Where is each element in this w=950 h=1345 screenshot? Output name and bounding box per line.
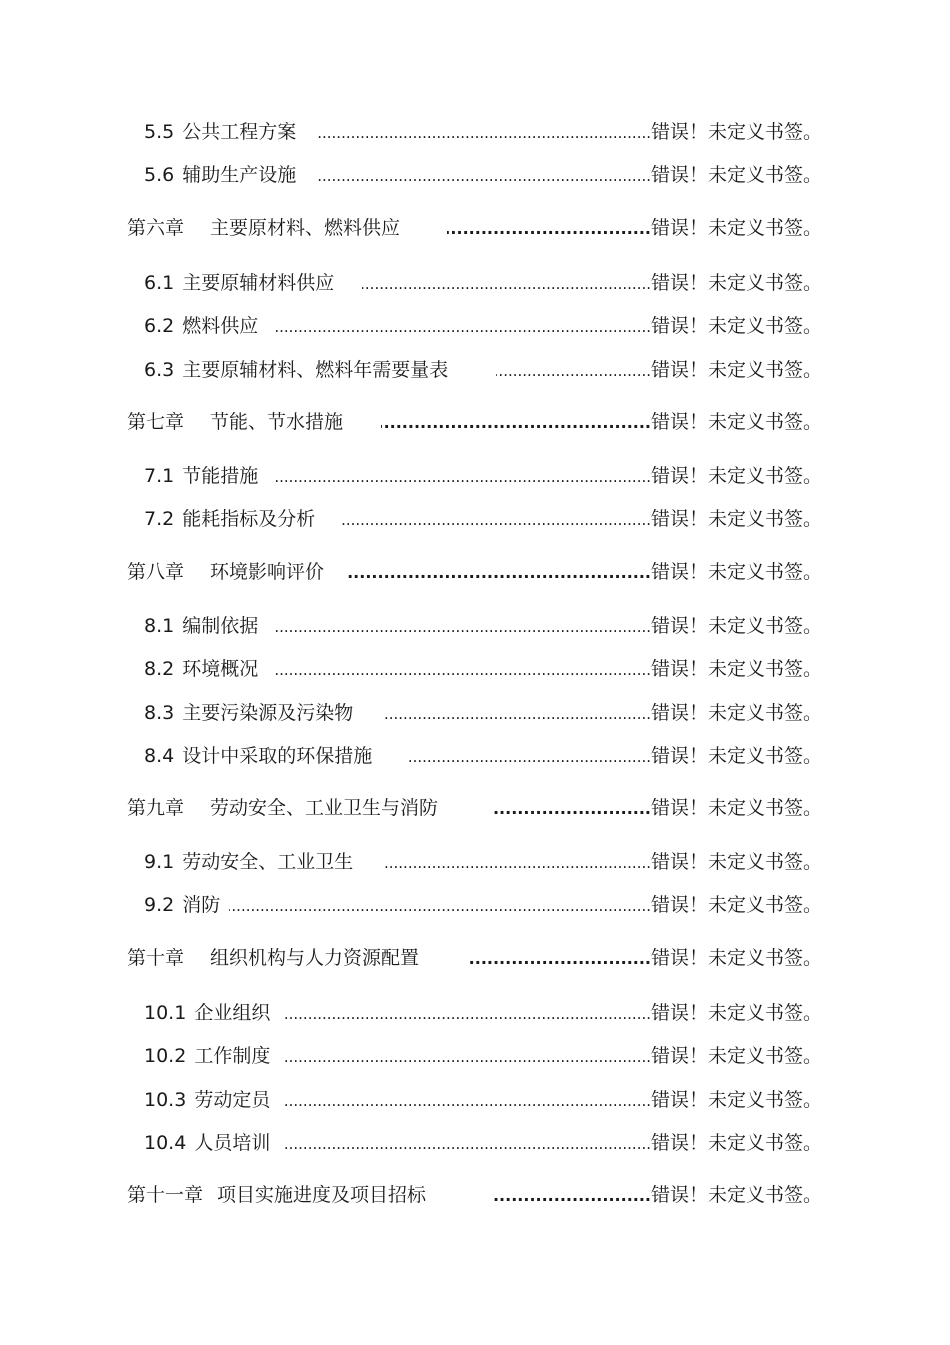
toc-entry-title: 辅助生产设施: [182, 164, 297, 186]
toc-entry-number: 7.1: [144, 465, 175, 487]
toc-page-reference: 错误！未定义书签。: [651, 411, 823, 433]
toc-entry-label: [144, 1041, 270, 1071]
toc-chapter-row[interactable]: [0, 943, 950, 973]
toc-dot-leader: [285, 998, 651, 1028]
toc-section-row[interactable]: [0, 654, 950, 684]
toc-entry-title: 环境概况: [182, 658, 259, 680]
toc-entry-number: 6.1: [144, 272, 175, 294]
toc-entry-title: 劳动安全、工业卫生与消防: [210, 797, 439, 819]
toc-page-reference: 错误！未定义书签。: [651, 217, 823, 239]
toc-entry-label: [144, 847, 353, 877]
toc-entry-number: 8.1: [144, 615, 175, 637]
toc-entry-number: 10.3: [144, 1089, 187, 1111]
toc-entry-label: [144, 698, 353, 728]
toc-page-reference: 错误！未定义书签。: [651, 851, 823, 873]
toc-page-reference: 错误！未定义书签。: [651, 745, 823, 767]
toc-entry-number: 第八章: [127, 561, 185, 583]
toc-entry-label: [127, 407, 343, 437]
toc-page-reference: 错误！未定义书签。: [651, 315, 823, 337]
toc-chapter-row[interactable]: [0, 1180, 950, 1210]
toc-entry-title: 企业组织: [194, 1002, 271, 1024]
toc-entry-label: [144, 741, 372, 771]
toc-dot-leader: [285, 1041, 651, 1071]
toc-dot-leader: [317, 117, 651, 147]
toc-page-reference: 错误！未定义书签。: [651, 658, 823, 680]
toc-dot-leader: [381, 407, 651, 437]
toc-section-row[interactable]: [0, 698, 950, 728]
toc-dot-leader: [494, 1180, 651, 1210]
toc-dot-leader: [273, 654, 651, 684]
toc-page-reference: 错误！未定义书签。: [651, 947, 823, 969]
toc-entry-title: 公共工程方案: [182, 121, 297, 143]
toc-page-reference: 错误！未定义书签。: [651, 1045, 823, 1067]
toc-dot-leader: [317, 160, 651, 190]
toc-page-reference: 错误！未定义书签。: [651, 1002, 823, 1024]
toc-page-reference: 错误！未定义书签。: [651, 1132, 823, 1154]
toc-entry-number: 6.3: [144, 359, 175, 381]
toc-page-reference: 错误！未定义书签。: [651, 894, 823, 916]
toc-entry-number: 第十章: [127, 947, 185, 969]
toc-dot-leader: [285, 1085, 651, 1115]
toc-entry-label: [144, 355, 448, 385]
toc-entry-title: 工作制度: [194, 1045, 271, 1067]
toc-dot-leader: [408, 741, 651, 771]
toc-entry-label: [144, 504, 315, 534]
toc-entry-label: [127, 793, 438, 823]
toc-entry-number: 9.2: [144, 894, 175, 916]
toc-entry-number: 8.2: [144, 658, 175, 680]
toc-section-row[interactable]: [0, 741, 950, 771]
toc-section-row[interactable]: [0, 160, 950, 190]
toc-dot-leader: [340, 504, 651, 534]
toc-entry-title: 节能、节水措施: [210, 411, 344, 433]
toc-entry-number: 10.1: [144, 1002, 187, 1024]
toc-entry-label: [144, 890, 220, 920]
toc-dot-leader: [229, 890, 651, 920]
toc-chapter-row[interactable]: [0, 793, 950, 823]
toc-entry-title: 项目实施进度及项目招标: [217, 1184, 427, 1206]
toc-entry-number: 8.3: [144, 702, 175, 724]
toc-entry-title: 劳动定员: [194, 1089, 271, 1111]
toc-section-row[interactable]: [0, 847, 950, 877]
toc-entry-title: 编制依据: [182, 615, 259, 637]
toc-entry-title: 设计中采取的环保措施: [182, 745, 373, 767]
toc-entry-number: 10.2: [144, 1045, 187, 1067]
toc-section-row[interactable]: [0, 611, 950, 641]
toc-entry-label: [144, 160, 296, 190]
toc-entry-number: 5.6: [144, 164, 175, 186]
toc-dot-leader: [385, 698, 651, 728]
toc-dot-leader: [447, 213, 651, 243]
toc-section-row[interactable]: [0, 268, 950, 298]
toc-entry-title: 消防: [182, 894, 221, 916]
toc-dot-leader: [496, 355, 651, 385]
toc-chapter-row[interactable]: [0, 213, 950, 243]
toc-chapter-row[interactable]: [0, 557, 950, 587]
toc-entry-label: [144, 998, 270, 1028]
toc-dot-leader: [469, 943, 651, 973]
toc-entry-title: 主要污染源及污染物: [182, 702, 354, 724]
toc-section-row[interactable]: [0, 461, 950, 491]
toc-page-reference: 错误！未定义书签。: [651, 164, 823, 186]
toc-entry-label: [127, 943, 419, 973]
toc-dot-leader: [346, 557, 651, 587]
toc-entry-number: 第九章: [127, 797, 185, 819]
toc-section-row[interactable]: [0, 1128, 950, 1158]
toc-section-row[interactable]: [0, 998, 950, 1028]
toc-dot-leader: [273, 611, 651, 641]
toc-entry-title: 主要原辅材料、燃料年需要量表: [182, 359, 449, 381]
toc-entry-label: [144, 268, 334, 298]
toc-section-row[interactable]: [0, 504, 950, 534]
toc-section-row[interactable]: [0, 1085, 950, 1115]
toc-entry-label: [127, 557, 324, 587]
toc-page-reference: 错误！未定义书签。: [651, 1089, 823, 1111]
toc-dot-leader: [273, 311, 651, 341]
toc-entry-label: [144, 1085, 270, 1115]
toc-entry-title: 主要原辅材料供应: [182, 272, 335, 294]
toc-section-row[interactable]: [0, 117, 950, 147]
toc-entry-label: [144, 311, 258, 341]
toc-dot-leader: [494, 793, 651, 823]
toc-entry-label: [144, 117, 296, 147]
toc-entry-title: 燃料供应: [182, 315, 259, 337]
toc-section-row[interactable]: [0, 355, 950, 385]
toc-page-reference: 错误！未定义书签。: [651, 465, 823, 487]
toc-page-reference: 错误！未定义书签。: [651, 615, 823, 637]
toc-entry-number: 5.5: [144, 121, 175, 143]
toc-entry-title: 劳动安全、工业卫生: [182, 851, 354, 873]
toc-entry-label: [144, 1128, 270, 1158]
toc-entry-title: 人员培训: [194, 1132, 271, 1154]
toc-section-row[interactable]: [0, 311, 950, 341]
toc-page-reference: 错误！未定义书签。: [651, 702, 823, 724]
toc-entry-title: 环境影响评价: [210, 561, 325, 583]
toc-chapter-row[interactable]: [0, 407, 950, 437]
toc-entry-label: [144, 611, 258, 641]
toc-entry-number: 6.2: [144, 315, 175, 337]
toc-entry-number: 10.4: [144, 1132, 187, 1154]
toc-page-reference: 错误！未定义书签。: [651, 359, 823, 381]
toc-page-reference: 错误！未定义书签。: [651, 272, 823, 294]
toc-entry-label: [127, 1180, 426, 1210]
toc-entry-label: [127, 213, 400, 243]
toc-page-reference: 错误！未定义书签。: [651, 1184, 823, 1206]
toc-dot-leader: [385, 847, 651, 877]
toc-entry-title: 组织机构与人力资源配置: [210, 947, 420, 969]
toc-page-reference: 错误！未定义书签。: [651, 508, 823, 530]
toc-page-reference: 错误！未定义书签。: [651, 561, 823, 583]
toc-entry-title: 节能措施: [182, 465, 259, 487]
toc-dot-leader: [285, 1128, 651, 1158]
toc-entry-label: [144, 461, 258, 491]
toc-dot-leader: [362, 268, 651, 298]
toc-entry-number: 8.4: [144, 745, 175, 767]
toc-entry-number: 第七章: [127, 411, 185, 433]
toc-entry-title: 能耗指标及分析: [182, 508, 316, 530]
toc-entry-number: 7.2: [144, 508, 175, 530]
toc-section-row[interactable]: [0, 1041, 950, 1071]
toc-entry-number: 第十一章: [127, 1184, 204, 1206]
toc-entry-number: 第六章: [127, 217, 185, 239]
toc-page-reference: 错误！未定义书签。: [651, 121, 823, 143]
toc-entry-label: [144, 654, 258, 684]
toc-page-reference: 错误！未定义书签。: [651, 797, 823, 819]
toc-entry-title: 主要原材料、燃料供应: [210, 217, 401, 239]
toc-dot-leader: [273, 461, 651, 491]
toc-section-row[interactable]: [0, 890, 950, 920]
toc-entry-number: 9.1: [144, 851, 175, 873]
